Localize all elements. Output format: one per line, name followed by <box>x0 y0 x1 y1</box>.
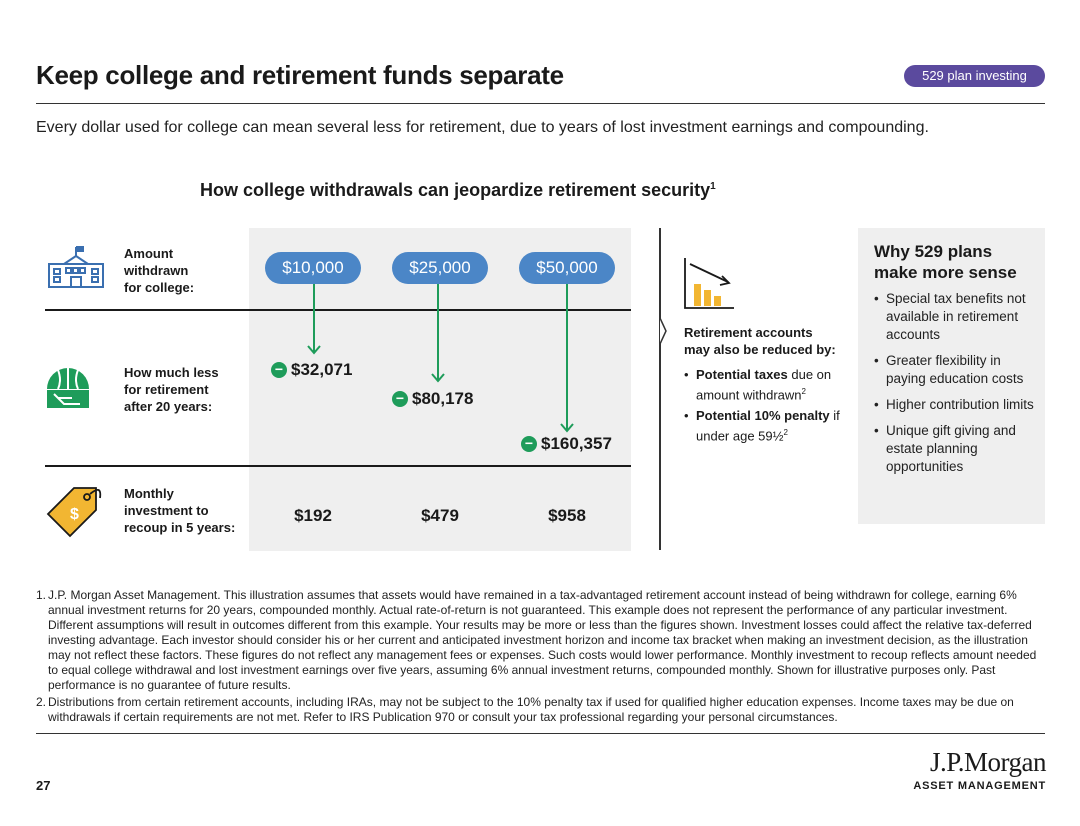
why-529-title: Why 529 plans make more sense <box>874 242 1017 282</box>
school-icon <box>46 244 106 290</box>
list-item: • Unique gift giving and estate planning opportunities <box>874 422 1034 476</box>
divider-notch <box>654 318 668 344</box>
chart-title: How college withdrawals can jeopardize retirement security$^1$ <box>200 180 716 200</box>
withdrawn-amount-2: $25,000 <box>392 252 488 284</box>
beach-chair-icon <box>46 366 102 410</box>
page-number: 27 <box>36 778 51 793</box>
minus-icon: − <box>271 362 287 378</box>
monthly-recoup-1: $192 <box>294 506 332 525</box>
dollar-glyph: $ <box>70 506 79 523</box>
retirement-reductions-list <box>684 366 844 449</box>
retirement-loss-3: − $160,357 <box>521 434 612 454</box>
footnotes <box>36 588 1045 727</box>
monthly-recoup-2: $479 <box>421 506 459 525</box>
row-label-monthly-investment: Monthly investment to recoup in 5 years: <box>124 486 236 535</box>
retirement-loss-1: − $32,071 <box>271 360 352 380</box>
header-divider <box>36 103 1045 104</box>
logo-wordmark: J.P.Morgan <box>929 747 1046 777</box>
list-item: • Higher contribution limits <box>874 396 1034 414</box>
row-label-less-for-retirement: How much less for retirement after 20 years: <box>124 365 219 414</box>
section-divider <box>659 228 661 550</box>
list-item: • Potential 10% penalty if under age 59½$^2$ <box>684 407 844 444</box>
footer-divider <box>36 733 1045 734</box>
monthly-recoup-3: $958 <box>548 506 586 525</box>
why-529-list <box>874 290 1034 484</box>
list-item: • Potential taxes due on amount withdrawn$^2$ <box>684 366 844 403</box>
minus-icon: − <box>392 391 408 407</box>
footnote: 1. J.P. Morgan Asset Management. This illustration assumes that assets would have remained in a tax-advantaged retirement account instead of being withdrawn for college, earning 6% annual investment returns for 20 years, compounded monthly. Actual rate-of-return is not guaranteed. This example does not represent the performance of any particular investment. Different assumptions will result in outcomes different from this example. Your results may be more or less than the figures shown. Investment losses could affect the relative tax-deferred investing advantage. Each investor should consider his or her current and anticipated investment horizon and income tax bracket when making an investment decision, as the illustration may not reflect these factors. These figures do not reflect any management fees or expenses. Such costs would lower performance. Monthly investment to recoup reflects amount needed to equal college withdrawal and lost investment earnings over five years, assuming 6% annual investment returns, compounded monthly. Shown for illustrative purposes only. Past performance is no guarantee of future results. <box>36 588 1037 692</box>
page-title: Keep college and retirement funds separate <box>36 60 564 90</box>
footnote: 2. Distributions from certain retirement accounts, including IRAs, may not be subject to the 10% penalty tax if used for qualified higher education expenses. Income taxes may be due on withdrawals if certain requirements are not met. Refer to IRS Publication 970 or consult your tax professional regarding your personal circumstances. <box>36 695 1014 724</box>
row-label-withdrawn: Amount withdrawn for college: <box>124 246 195 295</box>
retirement-heading: Retirement accounts may also be reduced by: <box>684 325 836 357</box>
retirement-loss-2: − $80,178 <box>392 389 473 409</box>
logo-subtitle: ASSET MANAGEMENT <box>913 780 1046 792</box>
price-tag-icon <box>44 484 106 540</box>
page-subtitle: Every dollar used for college can mean several less for retirement, due to years of lost investment earnings and compounding. <box>36 119 929 136</box>
declining-chart-icon <box>682 256 738 312</box>
list-item: • Special tax benefits not available in retirement accounts <box>874 290 1034 344</box>
topic-tag: 529 plan investing <box>904 65 1045 87</box>
list-item: • Greater flexibility in paying education costs <box>874 352 1034 388</box>
withdrawn-amount-3: $50,000 <box>519 252 615 284</box>
chart-title-footnote: 1 <box>710 181 716 192</box>
withdrawn-amount-1: $10,000 <box>265 252 361 284</box>
jpmorgan-logo <box>900 748 1046 792</box>
minus-icon: − <box>521 436 537 452</box>
